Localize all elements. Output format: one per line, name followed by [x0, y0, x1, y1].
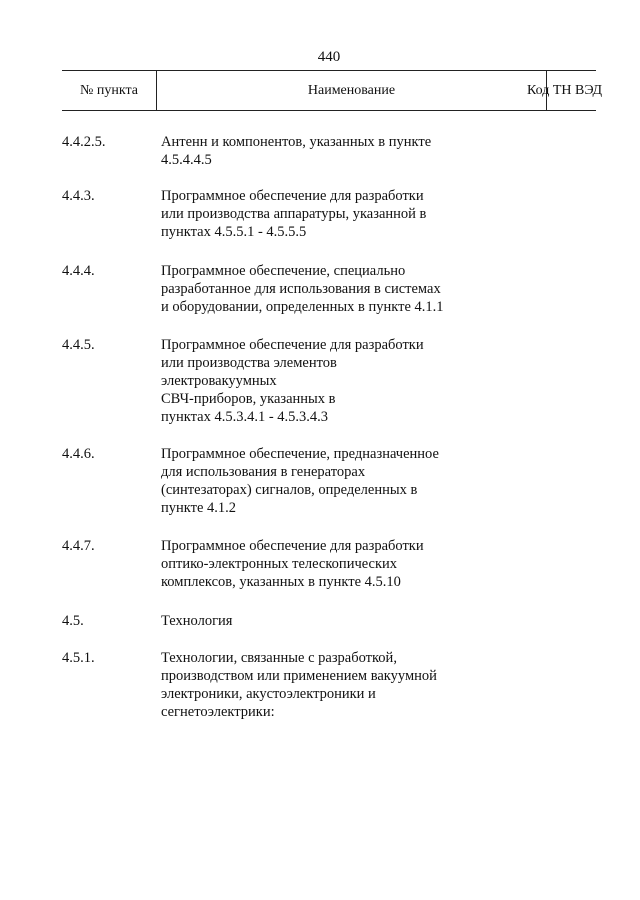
item-number: 4.4.4.: [62, 263, 95, 279]
item-text: Программное обеспечение, специально разработанное для использования в системах и оборудовании, определенных в пункте 4.1.1: [161, 263, 444, 315]
item-text: Программное обеспечение для разработки или производства аппаратуры, указанной в пунктах 4.5.5.1 - 4.5.5.5: [161, 188, 427, 240]
item-text: Технология: [161, 613, 233, 629]
item-number: 4.4.6.: [62, 446, 95, 462]
item-number: 4.5.1.: [62, 650, 95, 666]
item-text: Программное обеспечение, предназначенное для использования в генераторах (синтезаторах) сигналов, определенных в пункте 4.1.2: [161, 446, 439, 516]
item-number: 4.4.2.5.: [62, 134, 106, 150]
header-code-column: Код ТН ВЭД: [527, 83, 602, 98]
item-text: Программное обеспечение для разработки оптико-электронных телескопических комплексов, указанных в пункте 4.5.10: [161, 538, 424, 590]
item-text: Технологии, связанные с разработкой, производством или применением вакуумной электроники, акустоэлектроники и сегнетоэлектрики:: [161, 650, 437, 720]
table-header: [62, 70, 602, 111]
page-number: 440: [317, 49, 341, 65]
item-number: 4.5.: [62, 613, 84, 629]
item-text: Антенн и компонентов, указанных в пункте 4.5.4.4.5: [161, 134, 432, 168]
item-number: 4.4.3.: [62, 188, 95, 204]
header-number-column: № пункта: [62, 71, 157, 110]
item-number: 4.4.7.: [62, 538, 95, 554]
header-name-column: Наименование: [157, 71, 547, 110]
item-text: Программное обеспечение для разработки или производства элементов электровакуумных СВЧ-приборов, указанных в пунктах 4.5.3.4.1 - 4.5.3.4.3: [161, 337, 424, 425]
item-number: 4.4.5.: [62, 337, 95, 353]
